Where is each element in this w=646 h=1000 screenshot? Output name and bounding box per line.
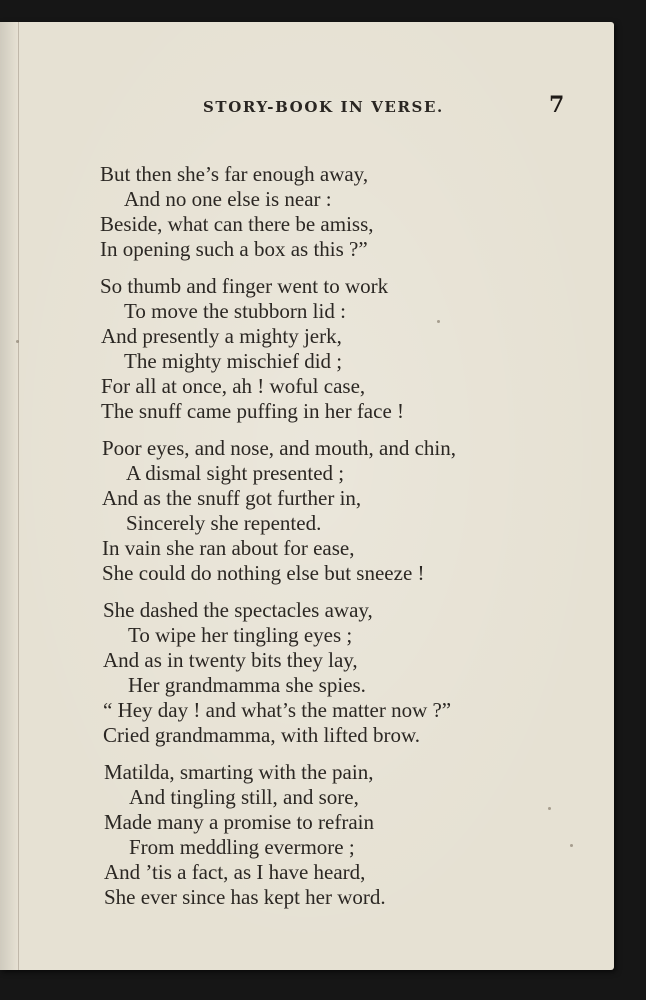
- verse-line: Poor eyes, and nose, and mouth, and chin,: [102, 436, 457, 460]
- verse-line: She ever since has kept her word.: [104, 885, 386, 909]
- stanza-gap: [0, 586, 614, 598]
- verse-line: In vain she ran about for ease,: [102, 536, 355, 560]
- verse-line: And as in twenty bits they lay,: [103, 648, 358, 672]
- verse-line: From meddling evermore ;: [129, 835, 355, 859]
- verse-line: To wipe her tingling eyes ;: [128, 623, 353, 647]
- verse-line: A dismal sight presented ;: [126, 461, 345, 485]
- verse-line: The mighty mischief did ;: [124, 349, 343, 373]
- stanza-gap: [0, 262, 614, 274]
- stanza-gap: [0, 748, 614, 760]
- verse-line: And as the snuff got further in,: [102, 486, 362, 510]
- stanza-2: [0, 274, 614, 424]
- stanza-gap: [0, 424, 614, 436]
- stanza-1: [0, 162, 614, 262]
- book-page: [0, 22, 614, 970]
- verse-line: And presently a mighty jerk,: [101, 324, 342, 348]
- verse-line: Matilda, smarting with the pain,: [104, 760, 374, 784]
- verse-line: “ Hey day ! and what’s the matter now ?”: [103, 698, 452, 722]
- verse-line: Cried grandmamma, with lifted brow.: [103, 723, 421, 747]
- verse-line: And ’tis a fact, as I have heard,: [104, 860, 366, 884]
- stanza-3: [0, 436, 614, 586]
- verse-line: She could do nothing else but sneeze !: [102, 561, 425, 585]
- verse-line: And no one else is near :: [124, 187, 332, 211]
- paper-speck: [548, 807, 551, 810]
- verse-line: Sincerely she repented.: [126, 511, 322, 535]
- verse-line: In opening such a box as this ?”: [100, 237, 368, 261]
- verse-line: Her grandmamma she spies.: [128, 673, 366, 697]
- verse-line: The snuff came puffing in her face !: [101, 399, 405, 423]
- paper-speck: [437, 320, 440, 323]
- verse-line: And tingling still, and sore,: [129, 785, 359, 809]
- verse-line: To move the stubborn lid :: [124, 299, 346, 323]
- paper-speck: [16, 340, 19, 343]
- poem-body: [0, 162, 614, 910]
- stanza-5: [0, 760, 614, 910]
- page-number: 7: [549, 92, 565, 118]
- paper-speck: [570, 844, 573, 847]
- verse-line: So thumb and finger went to work: [100, 274, 389, 298]
- verse-line: Made many a promise to refrain: [104, 810, 374, 834]
- running-head: STORY-BOOK IN VERSE.: [203, 98, 444, 116]
- verse-line: Beside, what can there be amiss,: [100, 212, 374, 236]
- stanza-4: [0, 598, 614, 748]
- verse-line: She dashed the spectacles away,: [103, 598, 373, 622]
- verse-line: For all at once, ah ! woful case,: [101, 374, 366, 398]
- verse-line: But then she’s far enough away,: [100, 162, 369, 186]
